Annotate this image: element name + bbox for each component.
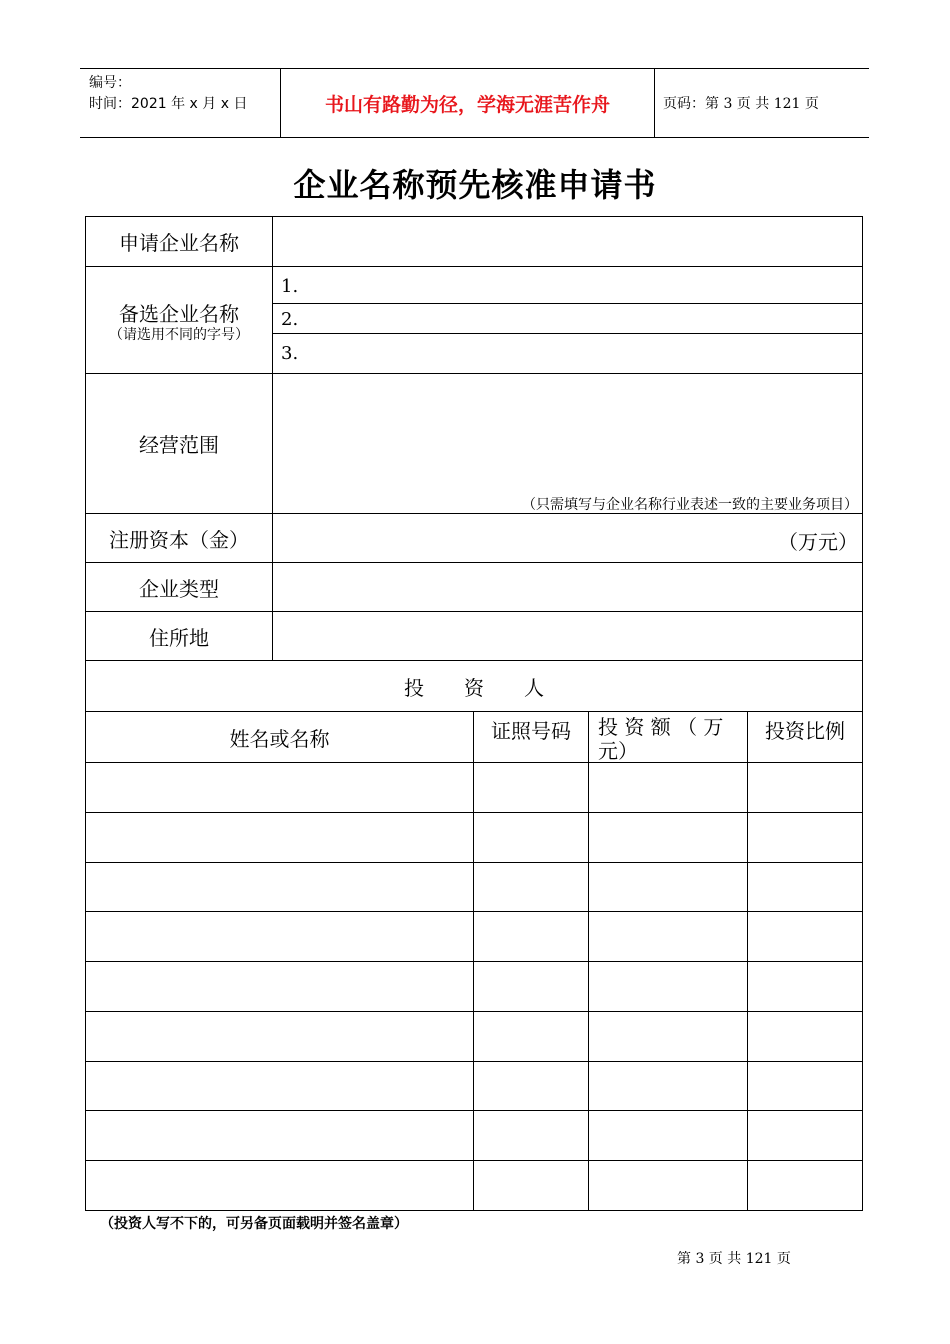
company-type-field[interactable] <box>273 563 862 611</box>
page-footer: 第 3 页 共 121 页 <box>677 1251 791 1267</box>
investor-col-name: 姓名或名称 <box>229 726 330 751</box>
investor-name-cell[interactable] <box>86 863 473 911</box>
investor-ratio-cell[interactable] <box>748 912 862 961</box>
investor-license-cell[interactable] <box>474 1111 588 1160</box>
investor-amount-cell[interactable] <box>589 763 747 812</box>
address-label: 住所地 <box>149 625 209 650</box>
header-page-info: 页码：第 3 页 共 121 页 <box>663 96 819 112</box>
investor-license-cell[interactable] <box>474 962 588 1011</box>
investor-name-cell[interactable] <box>86 1161 473 1210</box>
investor-ratio-cell[interactable] <box>748 1161 862 1210</box>
investors-section-title: 投 资 人 <box>404 675 544 700</box>
form-footnote: （投资人写不下的，可另备页面载明并签名盖章） <box>100 1216 408 1232</box>
business-scope-field[interactable] <box>273 374 862 513</box>
investor-col-amount: 投 资 额 （ 万 元） <box>598 715 724 763</box>
investor-ratio-cell[interactable] <box>748 962 862 1011</box>
row-divider <box>85 266 863 267</box>
investor-ratio-cell[interactable] <box>748 863 862 911</box>
investor-name-cell[interactable] <box>86 1111 473 1160</box>
page-header <box>80 68 869 138</box>
investor-license-cell[interactable] <box>474 1161 588 1210</box>
alt-name-label: 备选企业名称 <box>119 302 239 326</box>
investor-ratio-cell[interactable] <box>748 1111 862 1160</box>
investor-name-cell[interactable] <box>86 912 473 961</box>
company-type-label: 企业类型 <box>139 576 219 601</box>
investor-amount-cell[interactable] <box>589 863 747 911</box>
investor-ratio-cell[interactable] <box>748 1012 862 1061</box>
investor-ratio-cell[interactable] <box>748 763 862 812</box>
document-number: 编号： <box>89 75 131 91</box>
applicant-name-label: 申请企业名称 <box>119 231 239 255</box>
alt-name-note: （请选用不同的字号） <box>109 327 249 343</box>
investor-name-cell[interactable] <box>86 763 473 812</box>
investor-license-cell[interactable] <box>474 1062 588 1110</box>
investor-amount-cell[interactable] <box>589 1062 747 1110</box>
investor-license-cell[interactable] <box>474 912 588 961</box>
investor-license-cell[interactable] <box>474 1012 588 1061</box>
registered-capital-label: 注册资本（金） <box>109 527 249 552</box>
document-time: 时间：2021 年 x 月 x 日 <box>89 96 248 112</box>
investor-ratio-cell[interactable] <box>748 813 862 862</box>
investor-name-cell[interactable] <box>86 962 473 1011</box>
alt-name-field-1[interactable]: 1. <box>281 276 299 297</box>
alt-divider <box>272 333 863 334</box>
investor-col-ratio: 投资比例 <box>765 719 845 743</box>
investor-license-cell[interactable] <box>474 863 588 911</box>
investor-amount-cell[interactable] <box>589 1161 747 1210</box>
page-title: 企业名称预先核准申请书 <box>293 166 657 204</box>
investor-name-cell[interactable] <box>86 1012 473 1061</box>
header-meta <box>89 73 247 115</box>
alt-name-field-3[interactable]: 3. <box>281 343 299 364</box>
investor-license-cell[interactable] <box>474 763 588 812</box>
alt-name-field-2[interactable]: 2. <box>281 309 299 330</box>
investor-amount-cell[interactable] <box>589 1111 747 1160</box>
investor-amount-cell[interactable] <box>589 1012 747 1061</box>
registered-capital-field[interactable] <box>273 514 862 562</box>
investor-col-license: 证照号码 <box>491 719 571 743</box>
business-scope-note: （只需填写与企业名称行业表述一致的主要业务项目） <box>522 497 858 513</box>
investor-amount-cell[interactable] <box>589 912 747 961</box>
investor-ratio-cell[interactable] <box>748 1062 862 1110</box>
investor-amount-cell[interactable] <box>589 962 747 1011</box>
business-scope-label: 经营范围 <box>139 433 219 457</box>
investor-name-cell[interactable] <box>86 813 473 862</box>
investor-amount-cell[interactable] <box>589 813 747 862</box>
investor-license-cell[interactable] <box>474 813 588 862</box>
address-field[interactable] <box>273 612 862 660</box>
registered-capital-unit: （万元） <box>778 530 858 554</box>
header-motto: 书山有路勤为径，学海无涯苦作舟 <box>280 69 655 137</box>
investor-name-cell[interactable] <box>86 1062 473 1110</box>
alt-divider <box>272 303 863 304</box>
applicant-name-field[interactable] <box>273 217 862 266</box>
